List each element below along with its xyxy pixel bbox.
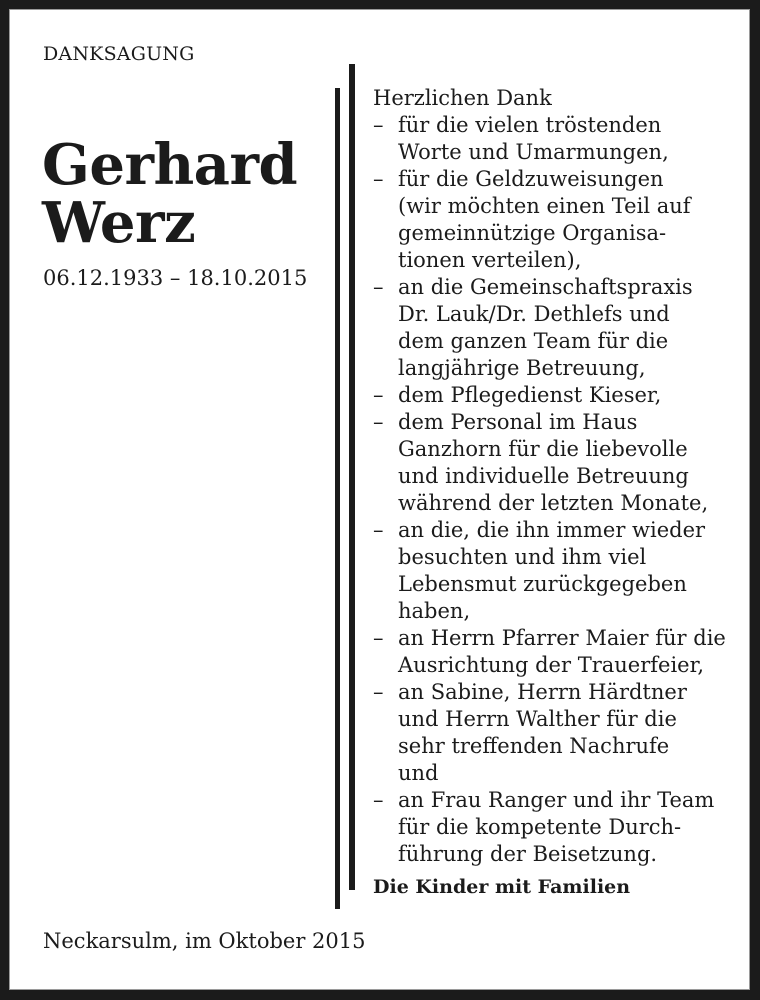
item-line: an die Gemeinschaftspraxis xyxy=(398,275,693,299)
list-item xyxy=(373,112,743,166)
last-name: Werz xyxy=(42,190,196,256)
item-line: für die kompetente Durch- xyxy=(398,815,682,839)
list-item xyxy=(373,517,743,625)
item-line: besuchten und ihm viel xyxy=(398,545,647,569)
first-name: Gerhard xyxy=(42,132,298,198)
item-line: dem ganzen Team für die xyxy=(398,329,669,353)
life-dates: 06.12.1933 – 18.10.2015 xyxy=(43,266,308,290)
list-item xyxy=(373,382,743,409)
dash-marker: – xyxy=(373,167,384,191)
item-line: an Frau Ranger und ihr Team xyxy=(398,788,715,812)
item-line: tionen verteilen), xyxy=(398,248,582,272)
item-line: an die, die ihn immer wieder xyxy=(398,518,706,542)
list-item xyxy=(373,274,743,382)
divider-thick xyxy=(349,64,355,890)
item-line: führung der Beisetzung. xyxy=(398,842,658,866)
notice-heading: DANKSAGUNG xyxy=(43,43,195,65)
place-date: Neckarsulm, im Oktober 2015 xyxy=(43,929,366,953)
item-line: für die Geldzuweisungen xyxy=(398,167,664,191)
item-line: langjährige Betreuung, xyxy=(398,356,646,380)
item-line: haben, xyxy=(398,599,471,623)
item-line: an Herrn Pfarrer Maier für die xyxy=(398,626,726,650)
signature: Die Kinder mit Familien xyxy=(373,876,631,898)
divider-thin xyxy=(335,88,340,909)
item-line: dem Pflegedienst Kieser, xyxy=(398,383,662,407)
item-line: und xyxy=(398,761,439,785)
thanks-column xyxy=(373,85,743,901)
dash-marker: – xyxy=(373,383,384,407)
item-line: Dr. Lauk/Dr. Dethlefs und xyxy=(398,302,670,326)
list-item xyxy=(373,787,743,868)
dash-marker: – xyxy=(373,788,384,812)
item-line: sehr treffenden Nachrufe xyxy=(398,734,670,758)
list-item xyxy=(373,679,743,787)
dash-marker: – xyxy=(373,518,384,542)
list-item xyxy=(373,625,743,679)
obituary-card xyxy=(9,9,750,990)
item-line: an Sabine, Herrn Härdtner xyxy=(398,680,687,704)
item-line: und Herrn Walther für die xyxy=(398,707,677,731)
dash-marker: – xyxy=(373,410,384,434)
list-item xyxy=(373,166,743,274)
deceased-name xyxy=(42,132,298,256)
item-line: Ausrichtung der Trauerfeier, xyxy=(398,653,705,677)
dash-marker: – xyxy=(373,680,384,704)
item-line: Ganzhorn für die liebevolle xyxy=(398,437,688,461)
item-line: während der letzten Monate, xyxy=(398,491,709,515)
item-line: (wir möchten einen Teil auf xyxy=(398,194,691,218)
item-line: gemeinnützige Organisa- xyxy=(398,221,667,245)
item-line: dem Personal im Haus xyxy=(398,410,638,434)
dash-marker: – xyxy=(373,113,384,137)
dash-marker: – xyxy=(373,275,384,299)
item-line: und individuelle Betreuung xyxy=(398,464,689,488)
thanks-intro: Herzlichen Dank xyxy=(373,86,552,110)
thanks-list xyxy=(373,112,743,868)
item-line: für die vielen tröstenden xyxy=(398,113,662,137)
dash-marker: – xyxy=(373,626,384,650)
item-line: Worte und Umarmungen, xyxy=(398,140,669,164)
item-line: Lebensmut zurückgegeben xyxy=(398,572,687,596)
list-item xyxy=(373,409,743,517)
